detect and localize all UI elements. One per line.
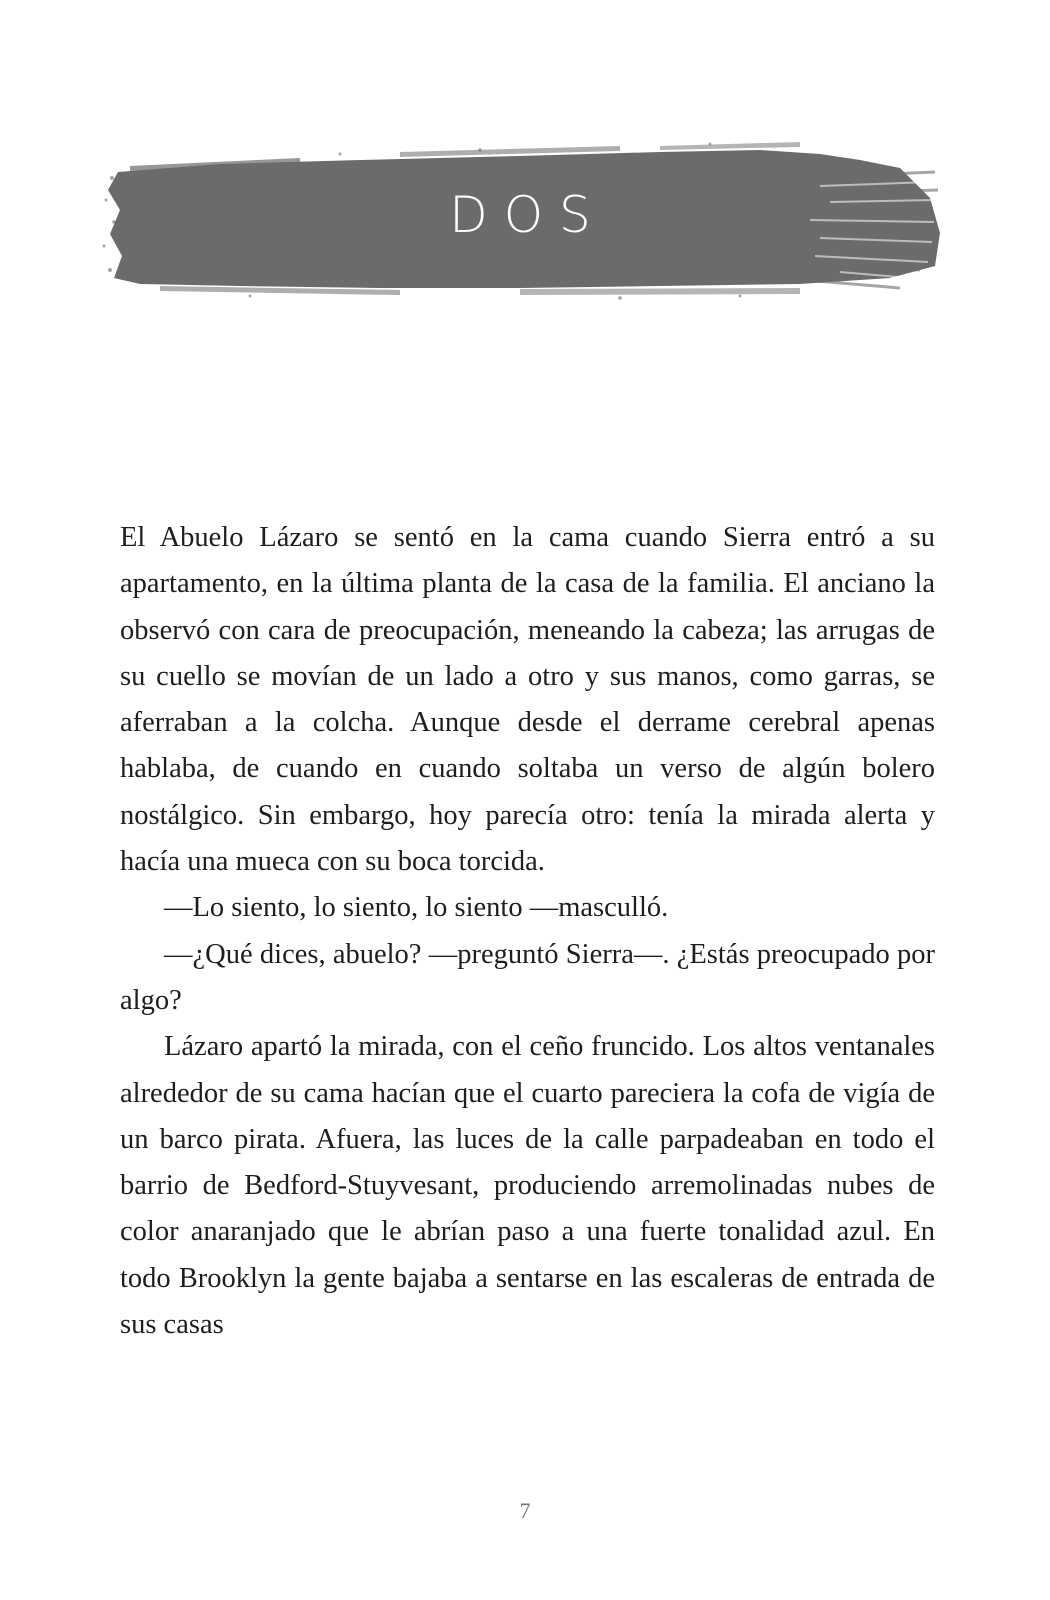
paragraph: —Lo siento, lo siento, lo siento —masculló. — [164, 892, 669, 924]
chapter-body — [120, 515, 935, 1348]
paragraph: —¿Qué dices, abuelo? —preguntó Sierra—. ¿Estás preocupado por algo? — [120, 938, 935, 1016]
chapter-banner — [100, 138, 940, 308]
page-number: 7 — [519, 1498, 531, 1523]
paragraph: El Abuelo Lázaro se sentó en la cama cuando Sierra entró a su apartamento, en la última planta de la casa de la familia. El anciano la observó con cara de preocupación, meneando la cabeza; las arrugas de su cuello se movían de un lado a otro y sus manos, como garras, se aferraban a la colcha. Aunque desde el derrame cerebral apenas hablaba, de cuando en cuando soltaba un verso de algún bolero nostálgico. Sin embargo, hoy parecía otro: tenía la mirada alerta y hacía una mueca con su boca torcida. — [120, 522, 935, 878]
chapter-title: DOS — [449, 186, 607, 244]
paragraph: Lázaro apartó la mirada, con el ceño fruncido. Los altos ventanales alrededor de su cama hacían que el cuarto pareciera la cofa de vigía de un barco pirata. Afuera, las luces de la calle parpadeaban en todo el barrio de Bedford-Stuyvesant, produciendo arremolinadas nubes de color anaranjado que le abrían paso a una fuerte tonalidad azul. En todo Brooklyn la gente bajaba a sentarse en las escaleras de entrada de sus casas — [120, 1031, 935, 1341]
